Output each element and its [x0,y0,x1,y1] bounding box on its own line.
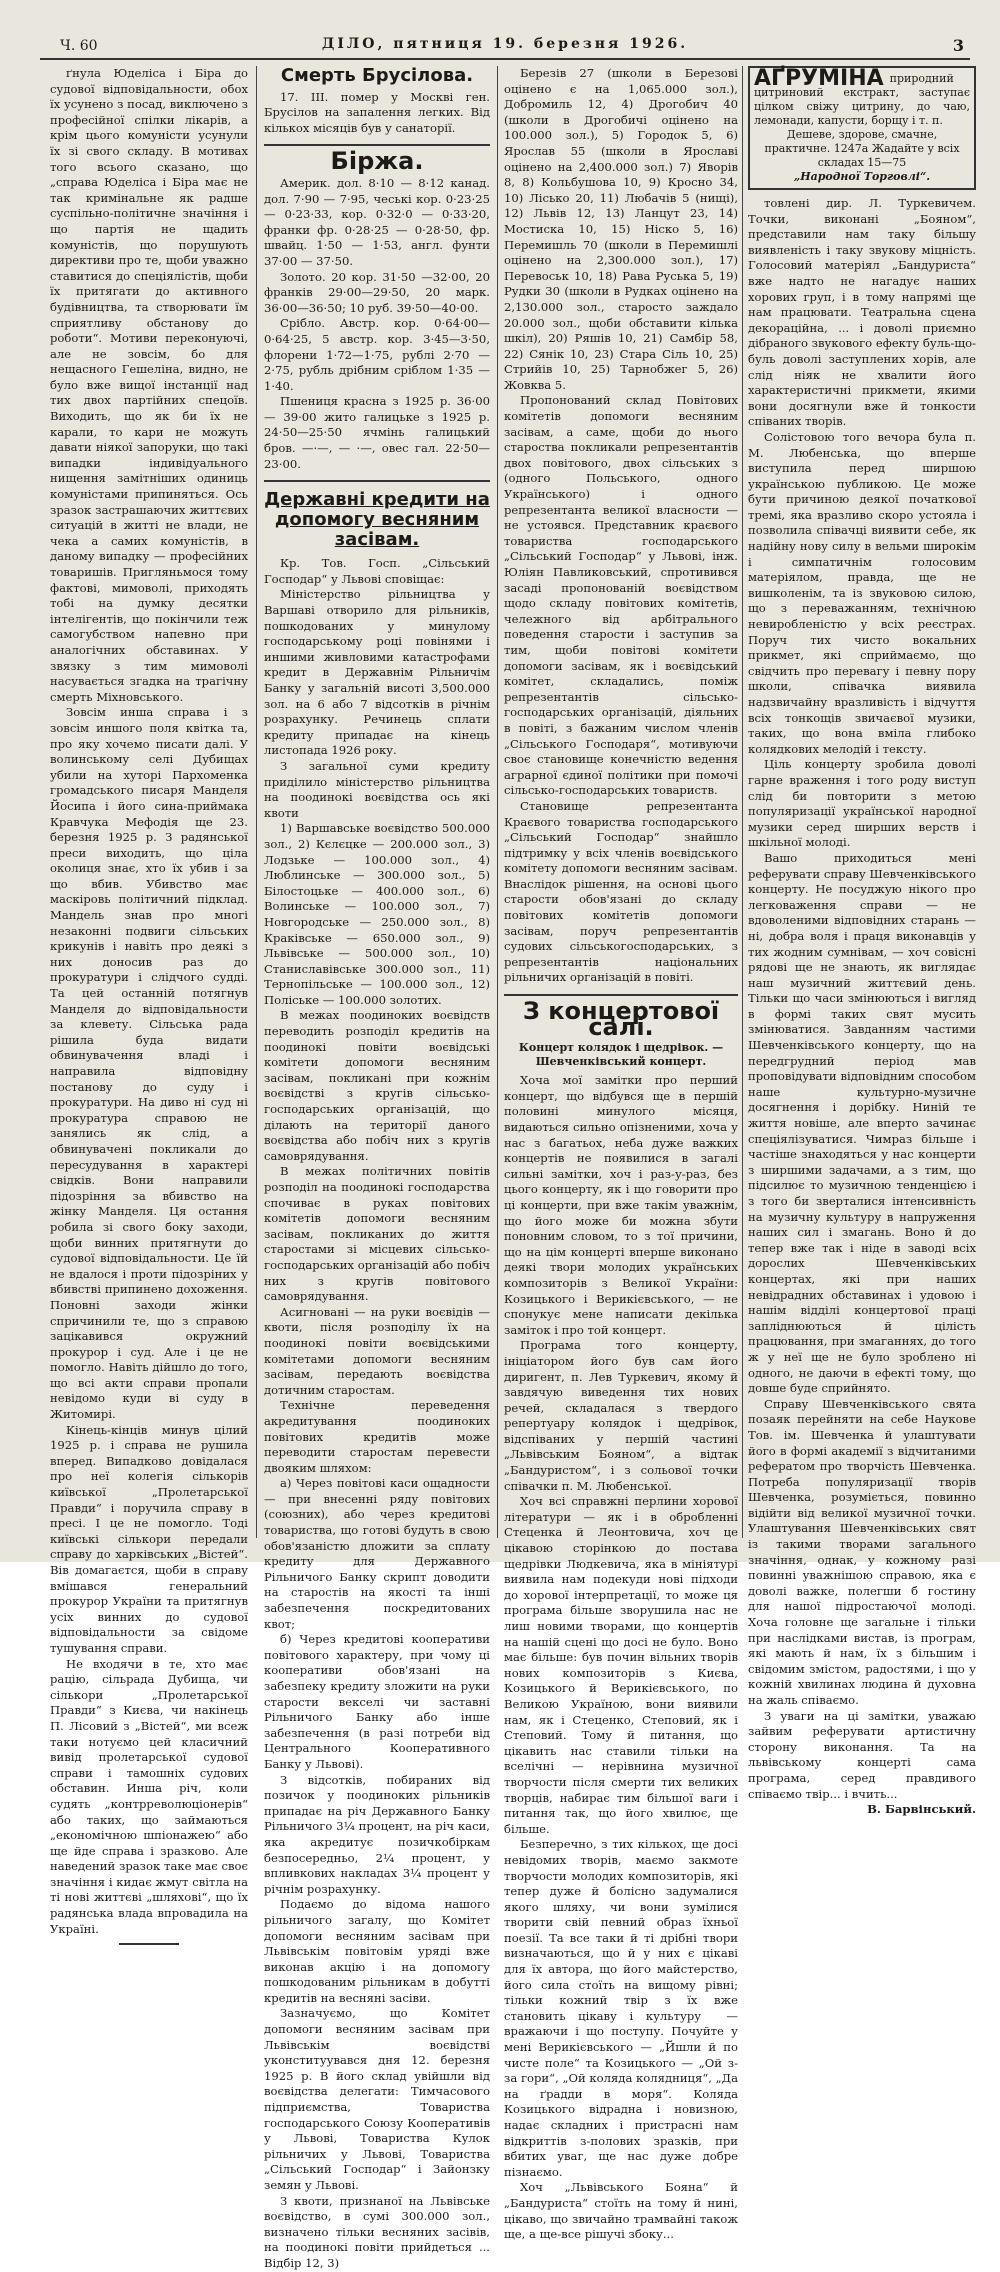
credits-paragraph: Технічне переведення акредитування поодиноких повітових кредитів може переводити старостам перевести двояким шляхом: [264,1398,490,1475]
brusilov-headline: Смерть Брусілова. [280,65,474,86]
concert-paragraph: товлені дир. Л. Туркевичем. Точки, виконані „Бояном“, представили нам таку більшу виявленість і таку звукову міцність. Голосовий матеріял „Бандуриста“ вже надто не нагадує наших хорових груп, і в тому напрямі ще нам працювати. Театральна сцена декораційна, ... і доволі приємно дібраного звукового ефекту буль-що-буль доволі заступлених хорів, але слід ніяк не хвалити його характеристичні прикмети, якими вони досягнули вже й тонкости співаних творів. [748,196,976,429]
credits-paragraph: Міністерство рільництва у Варшаві отворило для рільників, пошкодованих у минулому господарському році повінями і иншими живловими катастрофами кредит в Державнім Рільничім Банку у загальній висоті 3,500.000 зол. на 6 або 7 відсотків в річнім розрахунку. Речинець сплати кредиту припадає на кінець листопада 1926 року. [264,587,490,758]
credits-paragraph: З відсотків, побираних від позичок у поодиноких рільників припадає на річ Державного Банку Рільничого 3¼ процент, на річ каси, яка акредитує позичкобіркам безпосередньо, 2¼ процент, у впливкових накладах 3¼ процент у річнім розрахунку. [264,1772,490,1896]
page-header [40,36,970,60]
concert-paragraph: З уваги на ці замітки, уважаю зайвим реферувати артистичну сторону виконання. Та на львівському концерті сама програма, серед правдивого співаємо твір... і вчить... [748,1708,976,1801]
schools-paragraph: Березів 27 (школи в Березові оцінено є на 1,065.000 зол.), Добромиль 12, 4) Дрогобич 40 (школи в Дрогобичі оцінено на 100.000 зол.), 5) Городок 5, 6) Ярослав 55 (школи в Ярославі оцінено на 2,400.000 зол.) 7) Яворів 8, 8) Кольбушова 10, 9) Кросно 34, 10) Лісько 20, 11) Любачів 5 (нищі), 12) Львів 12, 13) Ланцут 23, 14) Мостиска 10, 15) Ніско 5, 16) Перемишль 70 (школи в Перемишлі оцінено на 2,300.000 зол.), 17) Перевоськ 10, 18) Рава Руська 5, 19) Рудки 30 (школи в Рудках оцінено на 2,130.000 зол., старосто заждало 20.000 зол., щоби обставити кілька шкіл), 20) Ряшів 10, 21) Самбір 58, 22) Сянік 10, 23) Стара Сіль 10, 25) Стрийів 10, 25) Тарнобжег 5, 26) Жовква 5. [504,66,738,392]
ad-brand: АҐРУМІНА [754,66,884,91]
credits-paragraph: б) Через кредитові кооперативи повітового характеру, при чому ці кооперативи обов'язані на забезпеку кредиту зложити на руки старости векселі чи заставні Рільничого Банку або інше забезпечення (в разі потреби від Центрального Кооперативного Банку у Львові). [264,1632,490,1771]
column-4 [748,66,976,1817]
credits-paragraph: З загальної суми кредиту приділило міністерство рільництва на поодинокі воєвідства ось які квоти [264,758,490,820]
exchange-headline: Біржа. [330,147,424,176]
concert-subheadline: Концерт колядок і щедрівок. — Шевченківський концерт. [518,1041,724,1069]
credits-paragraph: Зазначуємо, що Комітет допомоги весняним засівам при Львівськім воєвідстві уконституувався дня 12. березня 1925 р. В його склад увійшли від воєвідства делегати: Тимчасового підприємства, Товариства господарського Союзу Кооперативів у Львові, Товариства Кулок рільничих у Львові, Товариства „Сільський Господар“ і Зайонзку земян у Львові. [264,2006,490,2192]
concert-headline: З концертової салі. [522,997,720,1041]
concert-paragraph: Вашо приходиться мені реферувати справу Шевченківського концерту. Не посуджую нікого про легковаження справи — не вдоволеними відповідних старань — ні, добра воля і праця виконавців у тих жодним сумнівам, — хоч совісні рядові ще не знають, як виглядає наш музичний життєвий день. Тільки що часи змінюються і вигляд в формі таких свят мусить змінюватися. Завданням частими Шевченківського концерту, що на передгрудний період мав проповідувати відповідним способом наше культурно-музичне досягнення і дорібку. Ниній те життя новіше, але вперто зачинає спеціялізуватися. Чимраз більше і частіше знаходяться у нас концерти з ширшими задачами, а з тим, що підсилює то музичною тенденцією і з того би зверталися інтенсивність на музичну культуру в напруження наших сил і змагань. Воно й до тепер вже так і ніде в заводі всіх дорослих Шевченківських концертах, які при наших невідрадних обставинах і удовою і нашім відділі концертової праці запліднюються й цілість працювання, при змаганнях, до того ж у неї ще не було зроблено ні одного, не даючи в ефекті тому, що довше буде сприйнято. [748,850,976,1396]
concert-paragraph: Хоч „Львівського Бояна“ й „Бандуриста“ стоїть на тому й нині, цікаво, що звичайно трамвайні також ще, а ще-все рішучі збоку... [504,2180,738,2242]
masthead-title: ДІЛО, пятниця 19. березня 1926. [321,36,689,52]
concert-paragraph: Солістовою того вечора була п. М. Любенська, що вперше виступила перед ширшою українською публикою. Це може бути причиною деякої початкової тремі, яка вразливо скоро устояла і позволила співачці виявити себе, як надійну нову силу в вельми широкім і симпатичнім голосовим матеріялом, правда, ще не вишколенім, та із звуковою силою, що з переважанням, технічною невиробленістю у всіх реєстрах. Поруч тих чисто вокальних прикмет, які сприймаємо, що свідчить про перевагу і певну пору школи, співачка виявила надзвичайну вразливість і відчуття всіх тонкощів звичаєвої музики, таких, що вона вміла глибоко колядкових мелодій і тексту. [748,429,976,756]
column-divider [256,66,257,1538]
brusilov-text: 17. III. помер у Москві ген. Брусілов на запалення легких. Від кількох місяців був у санаторії. [264,89,490,135]
concert-paragraph: Ціль концерту зробила доволі гарне враження і того роду виступ слід би повторити з метою популяризації української народної музики серед ширших верств і шкільної молоді. [748,757,976,850]
ad-store: „Народної Торговлі“. [793,170,931,183]
author-signature: В. Барвінський. [867,1802,976,1817]
agrumina-advertisement [748,66,976,190]
credits-paragraph: 1) Варшавське воєвідство 500.000 зол., 2) Кєлєцке — 200.000 зол., 3) Лодзьке — 100.000 зол., 4) Люблинське — 300.000 зол., 5) Білостоцьке — 400.000 зол., 6) Волинське — 100.000 зол., 7) Новгородське — 250.000 зол., 8) Краківське — 650.000 зол., 9) Львівське — 500.000 зол., 10) Станиславівське 300.000 зол., 11) Тернопільське — 100.000 зол., 12) Поліське — 100.000 золотих. [264,821,490,1007]
ad-intro: природний цитриновий екстракт, заступає цілком свіжу цитрину, до чаю, лемонади, капусти, борщу і т. п. [754,72,970,127]
committee-paragraph: Становище репрезентанта Краєвого товариства господарського „Сільський Господар“ знайшло підтримку у всіх членів воєвідського комітету допомоги весняним засівам. Внаслідок рішення, на основі цього старости обов'язані до складу повітових комітетів допомоги засівам, поруч репрезентантів судових сільськогосподарських, з репрезентантів національних рільничих організацій в повіті. [504,798,738,985]
committee-paragraph: Пропонований склад Повітових комітетів допомоги весняним засівам, а саме, щоби до нього староства покликали репрезентантів двох повітового, двох сільських з (одного Польського, одного Українського) і одного репрезентанта великої власности — не устоявся. Представник краєвого товариства господарського „Сільський Господар“ у Львові, інж. Юліян Павликовський, спротивився засаді пропонованій воєвідством щодо складу повітових комітетів, чележного від арбітрального поведення старости і заступив за тим, щоби повітові комітети допомоги засівам, як і воєвідський комітет, складались, поміж репрезентантів сільсько-господарських організацій, діяльних в повіті, з бажаним числом членів „Сільського Господаря“, мотивуючи своє становище конечністю ведення аграрної єдиної політики при помочі сільсько-господарських товариств. [504,393,738,798]
column-3 [504,66,738,2242]
credits-headline: Державні кредити на допомогу весняним засівам. [264,489,490,551]
page-number: 3 [952,36,964,55]
credits-paragraph: а) Через повітові каси ощадности — при внесенні ряду повітових (союзних), або через кредитові товариства, що готові будуть в свою обов'язаністю дложити за сплату кредиту для Державного Рільничого Банку скрипт доводити на старостів на якості та інші забезпечення поскредитованих квот; [264,1476,490,1631]
concert-paragraph: Хоча мої замітки про перший концерт, що відбувся ще в першій половині минулого місяця, видаються сильно опізненими, хоча у нас з багатьох, неба дуже важких концертів не появилися в загалі сильні замітки, хоч і раз-у-раз, без цього концерту, як і що говорити про ці концерти, при вже такім уважнім, що його може би можна збути поновним словом, то з тої причини, що на цім концерті вперше виконано деякі твори молодих українських композиторів з Великої України: Козицького і Верикієвського, — не спонукує мене написати декілька заміток і про той концерт. [504,1073,738,1337]
exchange-paragraph: Америк. дол. 8·10 — 8·12 канад. дол. 7·90 — 7·95, чеські кор. 0·23·25 — 0·23·33, кор. 0·32·0 — 0·33·20, франки фр. 0·28·25 — 0·28·50, фр. швайц. 1·50 — 1·53, англ. фунти 37·00 — 37·50. [264,175,490,268]
concert-paragraph: Хоч всі справжні перлини хорової літератури — як і в обробленні Стеценка й Леонтовича, хоч це цікавою сторінкою до постава щедрівки Людкевича, яка в мініятурі виявила нам подекуди нові підходи до хорової інтерпретації, то може ця програма більше зворушила нас не лиш новими творами, що концертів на нашій сцені що досі не було. Воно має більше: був почин вільних творів нових композиторів з Києва, Козицького й Верикієвського, по Великою Україною, вони виявили нам, як і Стеценко, Степовий, як і Степовий. Тому й питання, що цікавить нас ставили тільки на вселічні — нерівнина музичної творчости після смерти тих великих творців, набирає тим більшої ваги і питання так, що його хвилює, ще більше. [504,1494,738,1836]
ad-text: Дешеве, здорове, смачне, практичне. 1247а Жадайте у всіх складах 15—75 [764,128,960,169]
article-paragraph: Кінець-кінців минув цілий 1925 р. і справа не рушила вперед. Випадково довідалася про неї колегія сількорів київської „Пролетарської Правди“ і поручила справу в пресі. І це не помогло. Тоді київські сількори передали справу до харківських „Вістей“. Вів домагаєтся, щоби в справу вмішався генеральний прокурор України та притягнув усіх винних до судової відповідальности за свідоме тушування справи. [50,1422,248,1655]
end-rule [119,1943,179,1945]
article-paragraph: Зовсім инша справа і з зовсім иншого поля квітка та, про яку хочемо писати далі. У волинському селі Дубищах убили на хуторі Пархоменка громадського писаря Манделя Йосипа і його сина-приймака Кравчука Мефодія ще 23. березня 1925 р. З радянської преси виходить, що ціла околиця знає, хто їх убив і за що вбив. Убивство має маскіровь політичний підклад. Мандель знав про многі незаконні подвиги сільських крикунів і навіть про деякі з них доносив раз до прокуратури і слідчого судді. Та цей останній потягнув Манделя до відповідальности за клевету. Сільська рада рішила буда видати обвинувачення владі і направила відповідну постанову до суду і прокуратури. На диво ні суд ні прокуратура справою не занялись як слід, а обвинувачені покликали до пересудування в характері свідків. Вони направили підозріння за вбивство на жінку Манделя. Ця остання робила зі свого боку заходи, щоби винних притягнути до судової відповідальности. Це їй не вдалося і проти підозріних у вбивстві припинено дохоження. Поновні заходи жінки спричинили те, що з справою зацікавився окружний прокурор і суд. Але і це не помогло. Навіть дійшло до того, що всі акти справи пропали невідомо куди ві суду в Житомирі. [50,705,248,1422]
exchange-paragraph: Золото. 20 кор. 31·50 —32·00, 20 франків 29·00—29·50, 20 марк. 36·00—36·50; 10 руб. 39·50—40·00. [264,269,490,315]
article-paragraph: Не входячи в те, хто має рацію, сільрада Дубища, чи сількори „Пролетарської Правди“ з Києва, чи накінець П. Лісовий з „Вістей“, ми всеж таки нотуємо цей класичний вивід пролетарської судової справи і тамошніх судових обставин. Инша річ, коли судять „контрреволюціонерів“ або таких, що займаються „економічною шпіонажею“ або ще йде справа і зразково. Але наведений зразок таке має своє значіння і кидає жмут світла на ті нові життєві „шляхові“, що їх радянська влада впровадила на Україні. [50,1656,248,1936]
credits-paragraph: Асигновані — на руки воєвідів — квоти, після розподілу їх на поодинокі повіти воєвідськими комітетами допомоги весняним засівам, передають воєвідства дотичним старостам. [264,1304,490,1397]
column-1 [50,66,248,1936]
section-rule [264,480,490,482]
credits-paragraph: Кр. Тов. Госп. „Сільський Господар“ у Львові сповіщає: [264,556,490,586]
credits-paragraph: Подаємо до відома нашого рільничого загалу, що Комітет допомоги весняним засівам при Львівськім повітовім уряді вже виконав акцію і на допомогу пошкодованим рільникам в добутті кредитів на весняні засіви. [264,1897,490,2005]
page-label: Ч. 60 [60,38,98,54]
exchange-paragraph: Пшениця красна з 1925 р. 36·00 — 39·00 жито галицьке з 1925 р. 24·50—25·50 ячмінь галицький бров. —·—, — ·—, овес гал. 22·50—23·00. [264,394,490,471]
credits-paragraph: В межах політичних повітів розподіл на поодинокі господарства спочиває в руках повітових комітетів допомоги весняним засівам, покликаних до життя старостами зі місцевих сільсько-господарських організацій або побіч них з кругів повітового самоврядування. [264,1164,490,1304]
concert-paragraph: Справу Шевченківського свята позаяк перейняти на себе Наукове Тов. ім. Шевченка й улаштувати його в формі академії з відчитаними рефератом про творчість Шевченка. Потреба популяризації творів Шевченка, розуміється, повинно відійти від великої музичної точки. Улаштування Шевченківських свят із такими творами загального значіння, однак, у кожному разі повинні уважнішою справою, яка є доволі важке, полегши б гостину для нашої підростаючої молоді. Хоча головне ще загальне і тільки при наслідками вистав, із програм, які мають й нам, їх з більшим і свідомим змістом, радостями, і що у кожній хвилинах людина й духовна на жаль співаємо. [748,1396,976,1707]
section-rule [504,994,738,996]
section-rule [264,144,490,146]
column-2 [264,65,490,2270]
article-paragraph: ґнула Юделіса і Біра до судової відповідальности, обох їх усунено з посад, виключено з професійної спілки лікарів, а крім цього комуністи усунули їх зі свого складу. В мотивах того всього сказано, що „справа Юделіса і Біра має не так кримінальне як радше суспільно-політичне значіння і що партія не щадить комуністів, що порушують директиви про те, щоби уважно ставитися до спеціялістів, щоби їх притягати до активного будівництва, та створювати їм сприятливу обстанову до роботи“. Мотиви переконуючі, але не зовсім, бо для нещасного Гешеліна, видно, не було вже вищої інстанції над тих двох партійних спецоїв. Виходить, що як би їх не карали, то кари не можуть давати ніякої запоруки, що такі випадки індивідуального нищення замітніших одиниць комуністами припиняться. Ось зразок застрашаючих життєвих ситуацій в житті не влади, не чека а самих комуністів, в даному випадку — професійних товаришів. Пригляньмося тому фактові, мимоволі, приходять тобі на думку десятки інтелігентів, що покінчили теж самогубством напевно при аналогічних обставинах. У звязку з тим мимоволі насувається згадка на трагічну смерть Міхновського. [50,66,248,704]
credits-paragraph: В межах поодиноких воєвідств переводить розподіл кредитів на поодинокі повіти воєвідські комітети допомоги весняним засівам, покликані при кожнім воєвідстві з кругів сільсько-господарських організацій, що ділають на території даного воєвідства або побіч них з кругів самоврядування. [264,1008,490,1163]
column-divider [742,66,743,1538]
exchange-paragraph: Срібло. Австр. кор. 0·64·00—0·64·25, 5 австр. кор. 3·45—3·50, флорени 1·72—1·75, рублі 2·70 — 2·75, рубль дрібним сріблом 1·35 —1·40. [264,316,490,393]
concert-paragraph: Безперечно, з тих кількох, ще досі невідомих творів, маємо закмоте творчости молодих композиторів, які тепер дуже й болісно задумалися якого шляху, чи вони зумілися творити свій певний образ їхньої поезії. Та все таки й ті дрібні твори визначаються, що й у них є цікаві для їх автора, що його майстерство, його сила стоїть на вищому рівні; тільки кожний твір з їх вже становить цікаву і культуру — вражаючи і що поступу. Почуйте у мені Верикієвського — „Йшли й по чисте поле“ та Козицького — „Ой з-за гори“, „Ой коляда колядниця“, „Да на ґрадди в моря“. Коляда Козицького відрадна і новизною, надає складних і пристрасні нам відкриттів з-полових зразків, при вбитих уваг, ще нас дуже добре пізнаємо. [504,1837,738,2179]
credits-paragraph: З квоти, признаної на Львівське воєвідство, в сумі 300.000 зол., визначено тільки весняних засівів, на поодинокі повіти прийдеться ... Відбір 12, 3) [264,2193,490,2270]
concert-paragraph: Програма того концерту, ініціатором його був сам його диригент, п. Лев Туркевич, якому й завдячую виведення тих нових речей, складалася з твердого репертуару колядок і щедрівок, відспіваних у першій частині „Львівським Бояном“, а відтак „Бандуристом“, і з сольової точки співачки п. М. Любенської. [504,1338,738,1493]
column-divider [497,66,498,1538]
